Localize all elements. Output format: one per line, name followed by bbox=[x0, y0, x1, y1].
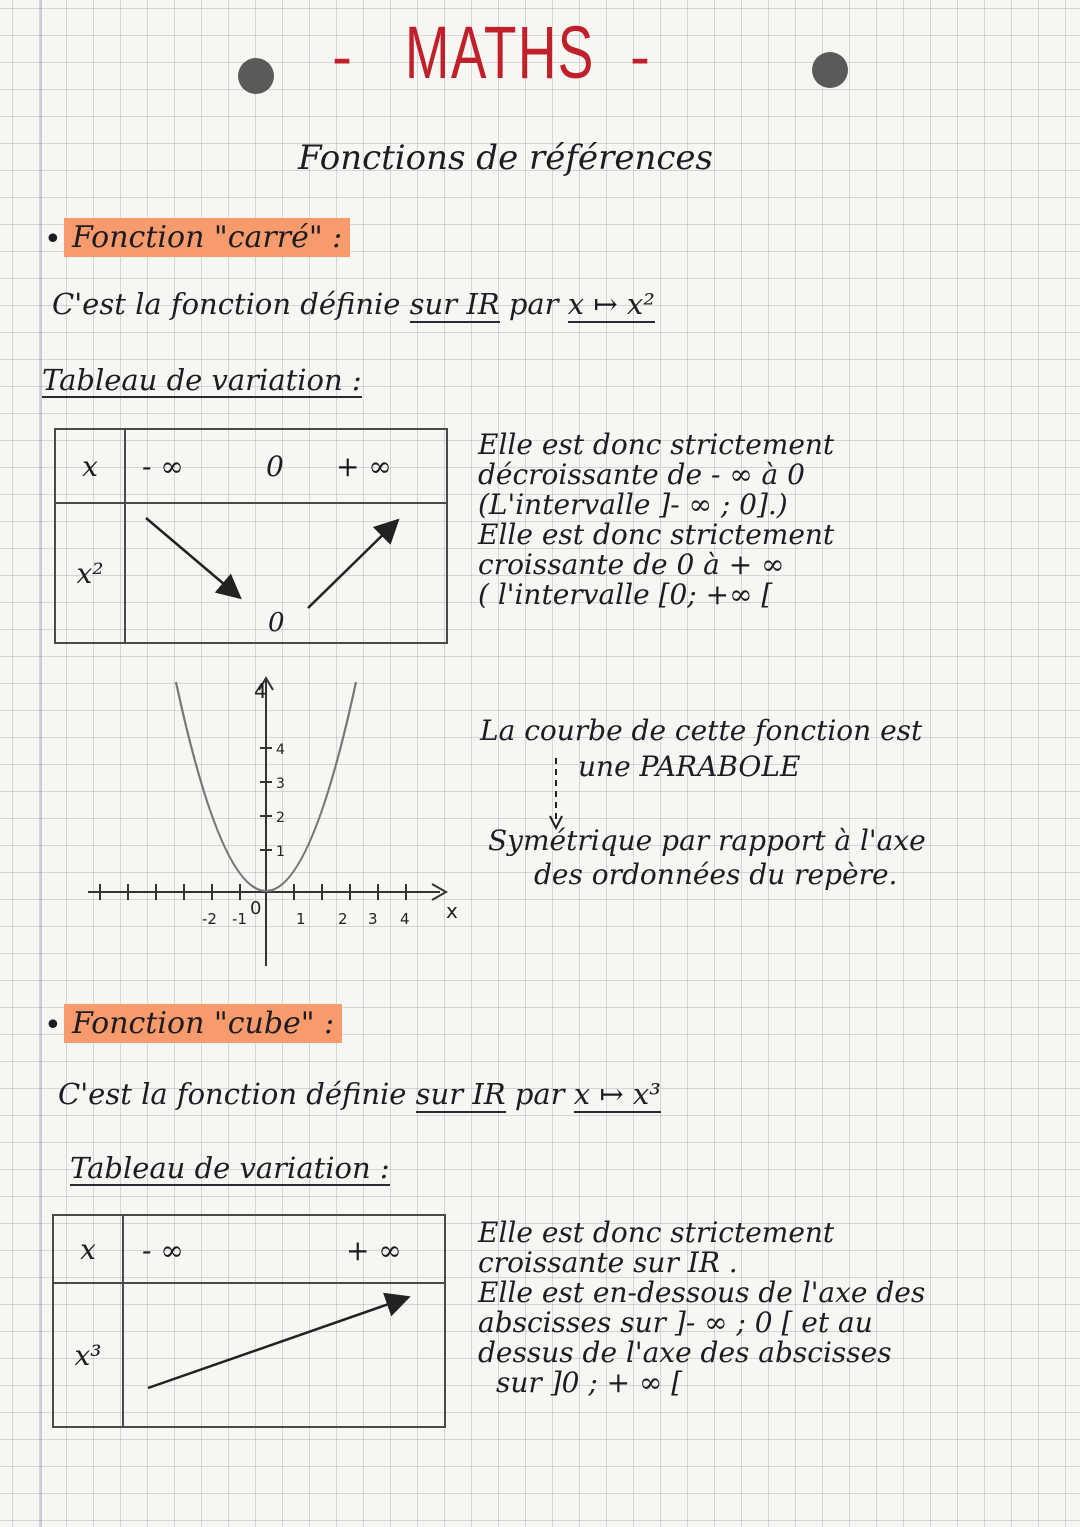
arrow-decreasing bbox=[146, 518, 238, 596]
note-line: dessus de l'axe des abscisses bbox=[478, 1336, 892, 1369]
notes-cube bbox=[478, 1218, 925, 1398]
definition-carre-mapping: x ↦ x² bbox=[567, 287, 655, 321]
table-cube-fx-label: x³ bbox=[74, 1338, 102, 1372]
y-tick-label: 3 bbox=[276, 776, 285, 792]
definition-carre-par: par bbox=[508, 287, 559, 321]
definition-cube bbox=[58, 1078, 661, 1110]
table-carre-x-zero: 0 bbox=[266, 450, 284, 483]
y-tick-label: 1 bbox=[276, 844, 285, 860]
arrow-increasing bbox=[308, 522, 396, 608]
x-tick-label: 1 bbox=[296, 910, 306, 928]
definition-cube-par: par bbox=[514, 1077, 565, 1111]
table-carre-arrows bbox=[126, 504, 446, 642]
binder-hole-left bbox=[238, 58, 274, 94]
binder-hole-right bbox=[812, 52, 848, 88]
title-dash-right: - bbox=[630, 23, 650, 90]
note-line: Elle est en-dessous de l'axe des bbox=[478, 1276, 926, 1309]
curve-note-2: une PARABOLE bbox=[578, 750, 801, 783]
x-tick-label: 2 bbox=[338, 910, 348, 928]
x-tick-label: -1 bbox=[232, 910, 247, 928]
note-line: Elle est donc strictement bbox=[478, 428, 835, 461]
page-subtitle: Fonctions de références bbox=[298, 138, 713, 178]
table-carre-x-minus-inf: - ∞ bbox=[142, 450, 184, 483]
variation-table-cube bbox=[52, 1214, 446, 1428]
bullet: • bbox=[44, 1008, 62, 1043]
table-carre-x-label: x bbox=[82, 449, 98, 483]
curve-note-1: La courbe de cette fonction est bbox=[480, 714, 923, 747]
definition-cube-mapping: x ↦ x³ bbox=[573, 1077, 661, 1111]
table-cube-arrow bbox=[124, 1284, 444, 1426]
margin-line bbox=[40, 0, 42, 1527]
y-tick-label: 4 bbox=[276, 742, 285, 758]
definition-cube-domain: sur IR bbox=[415, 1077, 506, 1111]
table-cube-x-label: x bbox=[80, 1232, 96, 1266]
note-line: Elle est donc strictement bbox=[478, 518, 835, 551]
tableau-label-carre: Tableau de variation : bbox=[42, 363, 362, 397]
arrow-increasing bbox=[148, 1298, 406, 1388]
y-axis-top-label: 4 bbox=[254, 679, 267, 703]
x-tick-label: 4 bbox=[400, 910, 410, 928]
note-line: décroissante de - ∞ à 0 bbox=[478, 458, 805, 491]
curve-note-4: des ordonnées du repère. bbox=[534, 858, 898, 891]
note-line: croissante de 0 à + ∞ bbox=[478, 548, 785, 581]
variation-table-carre bbox=[54, 428, 448, 644]
definition-carre-domain: sur IR bbox=[409, 287, 500, 321]
note-line: (L'intervalle ]- ∞ ; 0].) bbox=[478, 488, 788, 521]
table-carre-min-value: 0 bbox=[268, 608, 285, 638]
definition-carre-prefix: C'est la fonction définie bbox=[52, 287, 401, 321]
note-line: ( l'intervalle [0; +∞ [ bbox=[478, 578, 773, 611]
table-carre-x-plus-inf: + ∞ bbox=[336, 450, 392, 483]
table-cube-x-plus-inf: + ∞ bbox=[346, 1234, 402, 1267]
y-tick-label: 2 bbox=[276, 810, 285, 826]
section-heading-carre: Fonction "carré" : bbox=[64, 218, 350, 257]
note-line: sur ]0 ; + ∞ [ bbox=[496, 1366, 683, 1399]
x-axis-label: x bbox=[446, 899, 458, 923]
curve-note-3: Symétrique par rapport à l'axe bbox=[488, 824, 926, 857]
definition-carre bbox=[52, 288, 655, 320]
note-line: abscisses sur ]- ∞ ; 0 [ et au bbox=[478, 1306, 873, 1339]
table-carre-fx-label: x² bbox=[76, 556, 104, 590]
x-tick-label: -2 bbox=[202, 910, 217, 928]
table-cube-x-minus-inf: - ∞ bbox=[142, 1234, 184, 1267]
x-tick-label: 3 bbox=[368, 910, 378, 928]
x-tick-label: 0 bbox=[250, 898, 262, 919]
notes-carre bbox=[478, 430, 834, 610]
note-line: croissante sur IR . bbox=[478, 1246, 738, 1279]
title-dash-left: - bbox=[332, 23, 352, 90]
section-heading-cube: Fonction "cube" : bbox=[64, 1004, 342, 1043]
bullet: • bbox=[44, 222, 62, 257]
page-title: MATHS bbox=[405, 11, 595, 94]
note-line: Elle est donc strictement bbox=[478, 1216, 835, 1249]
tableau-label-cube: Tableau de variation : bbox=[70, 1151, 390, 1185]
definition-cube-prefix: C'est la fonction définie bbox=[58, 1077, 407, 1111]
parabola-graph bbox=[80, 670, 480, 970]
curve-note-arrow bbox=[548, 756, 568, 832]
